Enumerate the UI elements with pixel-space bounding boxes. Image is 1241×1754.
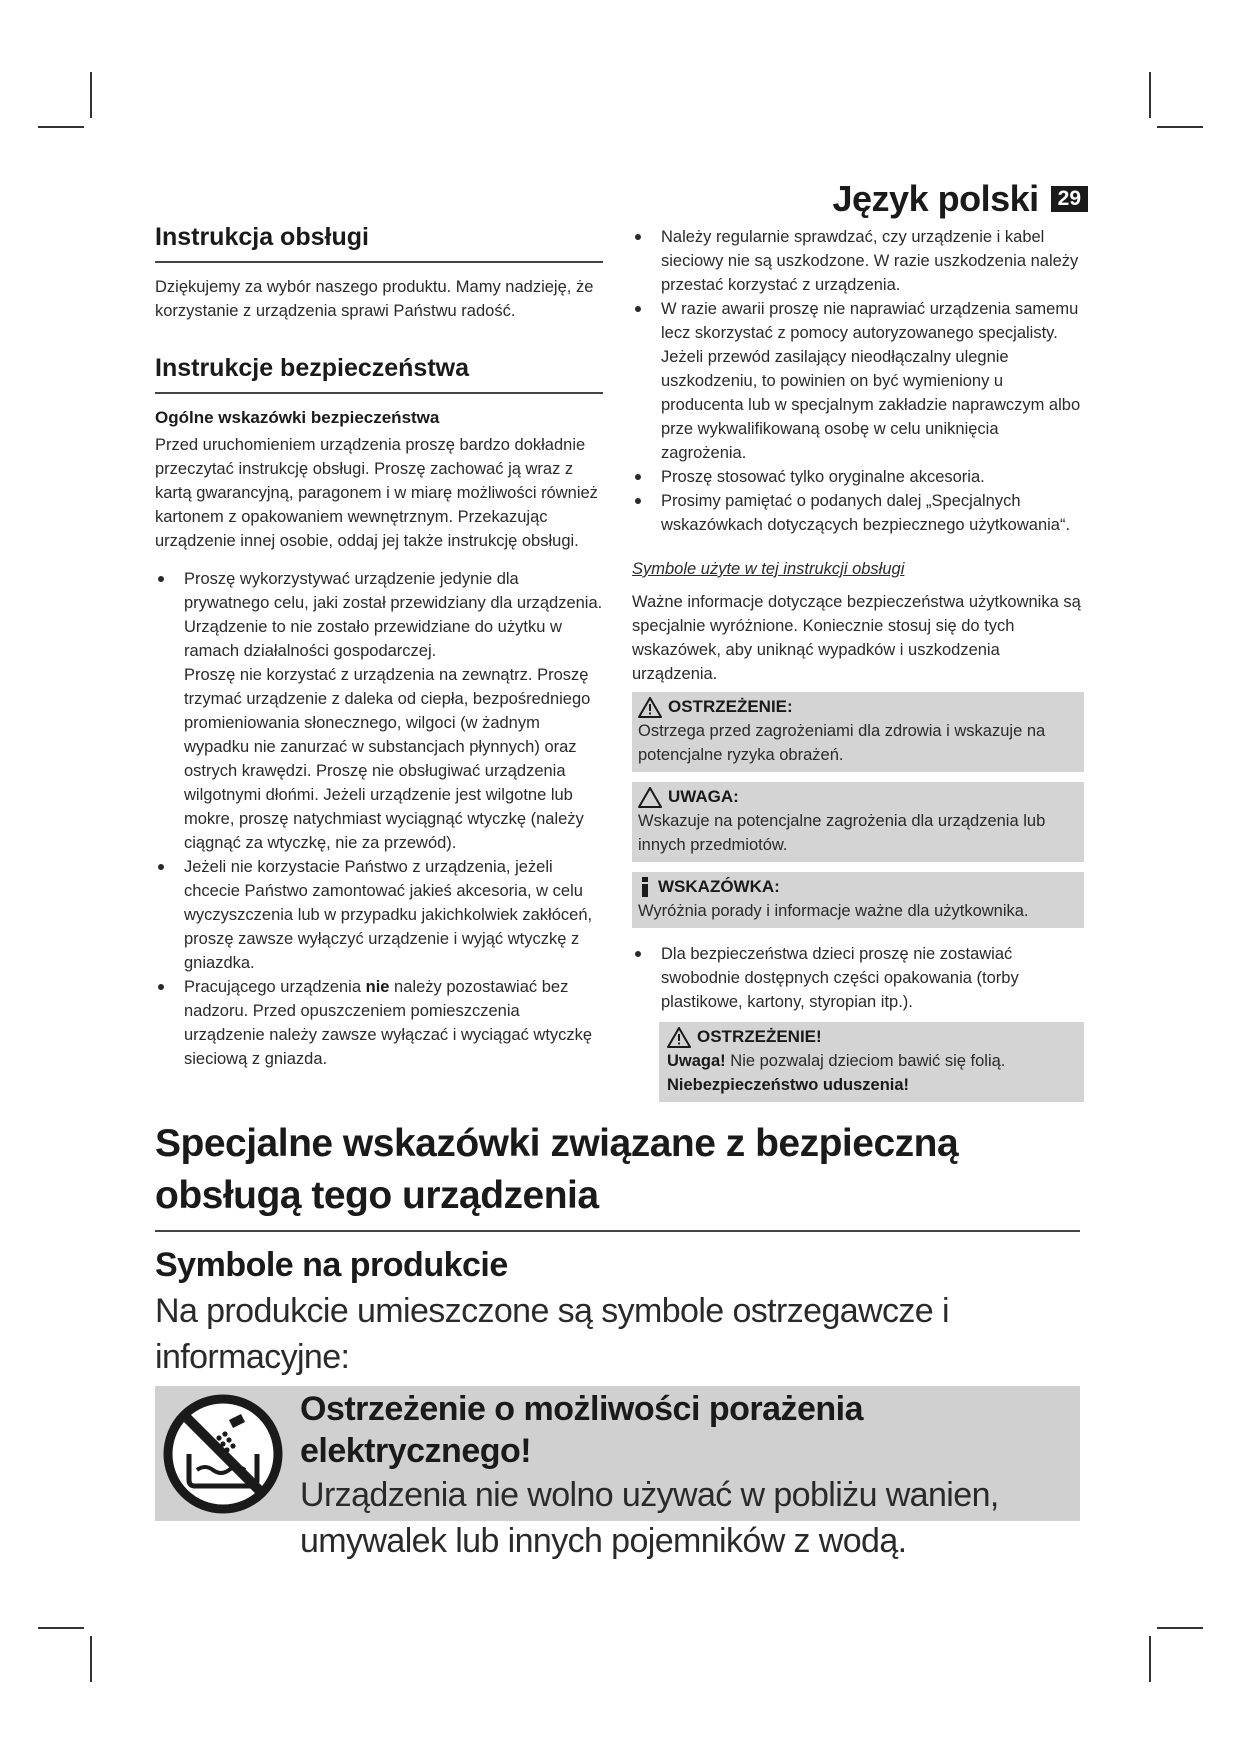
- crop-mark: [1157, 126, 1203, 128]
- bullet-text: Pracującego urządzenia: [184, 978, 366, 996]
- symbols-heading: Symbole użyte w tej instrukcji obsługi: [632, 560, 905, 578]
- list-item: W razie awarii proszę nie naprawiać urządzenia samemu lecz skorzystać z pomocy autoryzowanego specjalisty. Jeżeli przewód zasilający nieodłączalny ulegnie uszkodzeniu, to powinien on być wymieniony u producenta lub w specjalnym zakładzie naprawczym albo prze wykwalifikowaną osobę w celu uniknięcia zagrożenia.: [632, 297, 1084, 465]
- list-item: Prosimy pamiętać o podanych dalej „Specjalnych wskazówkach dotyczących bezpiecznego użytkowania“.: [632, 489, 1084, 537]
- crop-mark: [38, 126, 84, 128]
- symbol-text: Urządzenia nie wolno używać w pobliżu wanien, umywalek lub innych pojemników z wodą.: [300, 1476, 999, 1560]
- child-warning-bold: Uwaga!: [667, 1052, 726, 1070]
- bullet-emphasis: nie: [365, 978, 390, 996]
- special-instructions-section: [155, 1118, 1080, 1560]
- list-item: Należy regularnie sprawdzać, czy urządzenie i kabel sieciowy nie są uszkodzone. W razie uszkodzenia należy przestać korzystać z urządzenia.: [632, 225, 1084, 297]
- list-item: [155, 975, 603, 1071]
- warning-triangle-icon: [667, 1027, 691, 1048]
- subheading-general-safety: Ogólne wskazówki bezpieczeństwa: [155, 408, 440, 427]
- thanks-paragraph: Dziękujemy za wybór naszego produktu. Mamy nadzieję, że korzystanie z urządzenia sprawi Państwu radość.: [155, 278, 594, 320]
- symbols-paragraph: Ważne informacje dotyczące bezpieczeństwa użytkownika są specjalnie wyróżnione. Koniecznie stosuj się do tych wskazówek, aby uniknąć wypadków i uszkodzenia urządzenia.: [632, 593, 1081, 683]
- child-warning-title: OSTRZEŻENIE!: [697, 1027, 822, 1046]
- bullet-text: Proszę wykorzystywać urządzenie jedynie dla prywatnego celu, jaki został przewidziany dla urządzenia. Urządzenie to nie zostało przewidziane do użytku w ramach działalności gospodarczej.: [184, 570, 603, 660]
- child-warning-box: [659, 1022, 1084, 1102]
- right-bullet-list: [632, 225, 1084, 537]
- bullet-text: należy pozostawiać bez nadzoru. Przed opuszczeniem pomieszczenia urządzenie należy zawsze wyłączać i wyciągać wtyczkę sieciową z gniazda.: [184, 978, 593, 1068]
- symbol-box: [155, 1386, 1080, 1560]
- caution-box: [632, 782, 1084, 862]
- bullet-text: Jeżeli nie korzystacie Państwo z urządzenia, jeżeli chcecie Państwo zamontować jakieś akcesoria, w celu wyczyszczenia lub w przypadku jakichkolwiek zakłóceń, proszę zawsze wyłączyć urządzenie i wyjąć wtyczkę z gniazdka.: [184, 858, 593, 972]
- crop-mark: [38, 1627, 84, 1629]
- section-title-safety: Instrukcje bezpieczeństwa: [155, 353, 603, 394]
- right-bullet-list-2: [632, 942, 1084, 1014]
- child-warning-bold: Niebezpieczeństwo uduszenia!: [667, 1076, 910, 1094]
- left-bullet-list: [155, 567, 603, 1071]
- symbol-title: Ostrzeżenie o możliwości porażenia elektrycznego!: [300, 1390, 864, 1470]
- section-title-instructions: Instrukcja obsługi: [155, 222, 603, 263]
- caution-title: UWAGA:: [668, 787, 739, 806]
- warning-triangle-icon: [638, 697, 662, 718]
- left-column: [155, 222, 603, 1071]
- crop-mark: [1157, 1627, 1203, 1629]
- safety-intro: Przed uruchomieniem urządzenia proszę bardzo dokładnie przeczytać instrukcję obsługi. Proszę zachować ją wraz z kartą gwarancyjną, paragonem i w miarę możliwości również kartonem z opakowaniem wewnętrznym. Przekazując urządzenie innej osobie, oddaj jej także instrukcję obsługi.: [155, 436, 598, 550]
- product-symbols-intro: Na produkcie umieszczone są symbole ostrzegawcze i informacyjne:: [155, 1292, 949, 1376]
- note-box: [632, 872, 1084, 928]
- crop-mark: [90, 1636, 92, 1682]
- crop-mark: [90, 72, 92, 118]
- caution-triangle-icon: [638, 787, 662, 808]
- warning-box: [632, 692, 1084, 772]
- no-water-prohibition-icon: [161, 1392, 285, 1516]
- special-instructions-title: Specjalne wskazówki związane z bezpieczną obsługą tego urządzenia: [155, 1118, 1080, 1232]
- bullet-text: Proszę nie korzystać z urządzenia na zewnątrz. Proszę trzymać urządzenie z daleka od ciepła, bezpośredniego promieniowania słonecznego, wilgoci (w żadnym wypadku nie zanurzać w substancjach płynnych) oraz ostrych krawędzi. Proszę nie obsługiwać urządzenia wilgotnymi dłońmi. Jeżeli urządzenie jest wilgotne lub mokre, proszę natychmiast wyciągnąć wtyczkę (należy ciągnąć za wtyczkę, nie za przewód).: [184, 666, 591, 852]
- list-item: Dla bezpieczeństwa dzieci proszę nie zostawiać swobodnie dostępnych części opakowania (torby plastikowe, kartony, styropian itp.).: [632, 942, 1084, 1014]
- page-header: [833, 178, 1088, 220]
- right-column: [632, 225, 1084, 1112]
- note-text: Wyróżnia porady i informacje ważne dla użytkownika.: [638, 902, 1029, 920]
- page-number: 29: [1051, 186, 1088, 212]
- crop-mark: [1149, 1636, 1151, 1682]
- list-item: [155, 855, 603, 975]
- child-warning-text: [667, 1049, 1078, 1097]
- crop-mark: [1149, 72, 1151, 118]
- list-item: [155, 567, 603, 855]
- caution-text: Wskazuje na potencjalne zagrożenia dla urządzenia lub innych przedmiotów.: [638, 812, 1046, 854]
- language-label: Język polski: [832, 178, 1039, 219]
- child-warning-body: Nie pozwalaj dzieciom bawić się folią.: [725, 1052, 1006, 1070]
- product-symbols-title: Symbole na produkcie: [155, 1246, 508, 1284]
- warning-title: OSTRZEŻENIE:: [668, 697, 793, 716]
- info-icon: [638, 876, 652, 898]
- warning-text: Ostrzega przed zagrożeniami dla zdrowia i wskazuje na potencjalne ryzyka obrażeń.: [638, 722, 1046, 764]
- list-item: Proszę stosować tylko oryginalne akcesoria.: [632, 465, 1084, 489]
- note-title: WSKAZÓWKA:: [658, 877, 780, 896]
